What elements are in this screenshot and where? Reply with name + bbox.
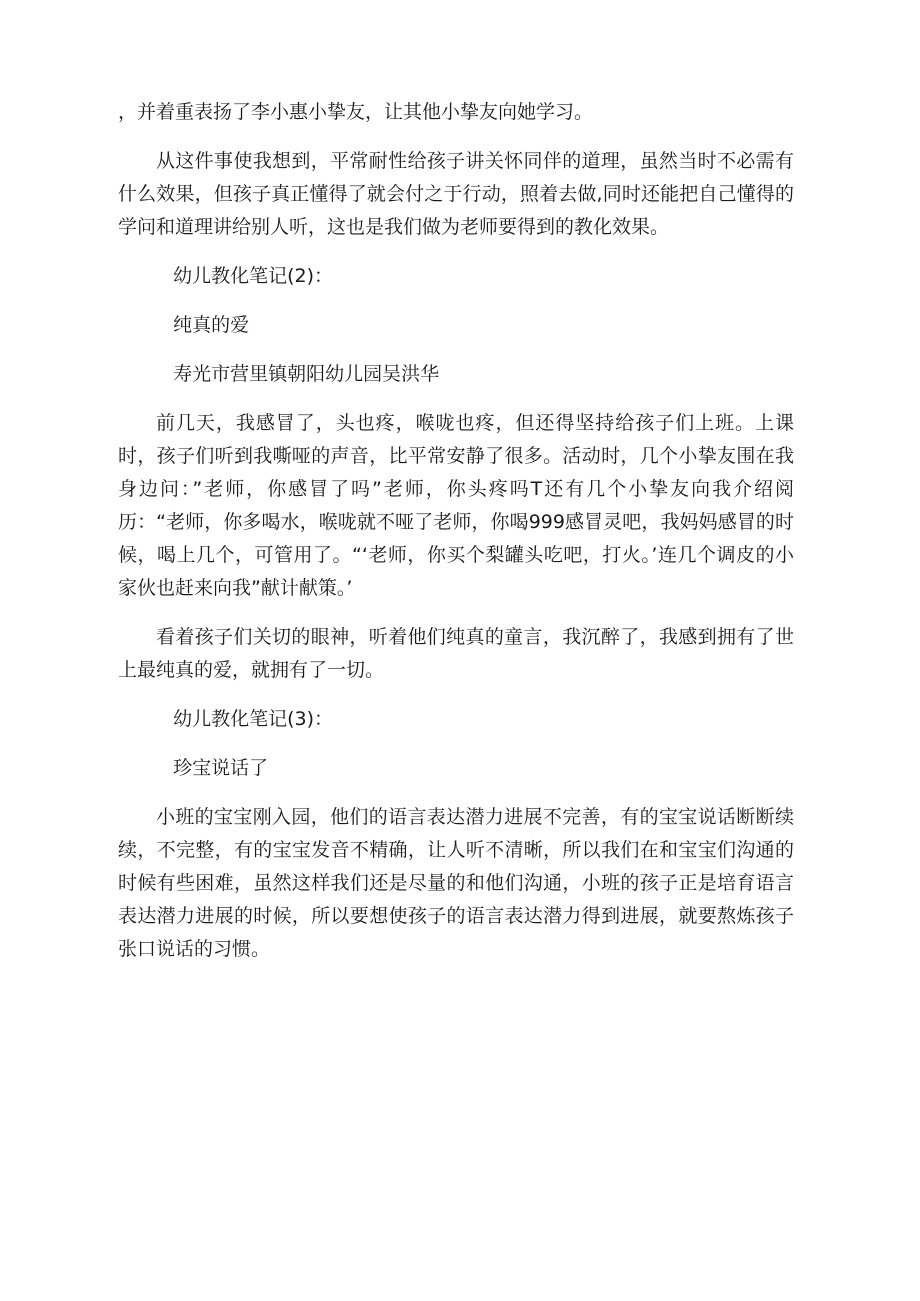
section-heading-2: 幼儿教化笔记(2)： (173, 265, 334, 287)
paragraph-reflection: 从这件事使我想到，平常耐性给孩子讲关怀同伴的道理，虽然当时不必需有什么效果，但孩子真正懂得了就会付之于行动，照着去做,同时还能把自己懂得的学问和道理讲给别人听，这也是我们做为老师要得到的教化效果。 (118, 150, 794, 238)
article-title-pure-love: 纯真的爱 (173, 314, 250, 336)
author-line: 寿光市营里镇朝阳幼儿园吴洪华 (173, 363, 440, 385)
paragraph-cold-story: 前几天，我感冒了，头也疼，喉咙也疼，但还得坚持给孩子们上班。上课时，孩子们听到我嘶哑的声音，比平常安静了很多。活动时，几个小挚友围在我身边问：”老师，你感冒了吗”老师，你头疼吗T还有几个小挚友向我介绍阅历：“老师，你多喝水，喉咙就不哑了老师，你喝999感冒灵吧，我妈妈感冒的时候，喝上几个，可管用了。“‘老师，你买个梨罐头吃吧，打火。’连几个调皮的小家伙也赶来向我”献计献策。’ (118, 412, 794, 599)
paragraph-language: 小班的宝宝刚入园，他们的语言表达潜力进展不完善，有的宝宝说话断断续续，不完整，有的宝宝发音不精确，让人听不清晰，所以我们在和宝宝们沟通的时候有些困难，虽然这样我们还是尽量的和他们沟通，小班的孩子正是培育语言表达潜力进展的时候，所以要想使孩子的语言表达潜力得到进展，就要熬炼孩子张口说话的习惯。 (118, 806, 794, 960)
article-title-baby-talk: 珍宝说话了 (173, 757, 269, 779)
document-body (118, 96, 794, 982)
paragraph-continuation: ，并着重表扬了李小惠小挚友，让其他小挚友向她学习。 (118, 101, 594, 123)
section-heading-3: 幼儿教化笔记(3)： (173, 708, 334, 730)
paragraph-pure-love: 看着孩子们关切的眼神，听着他们纯真的童言，我沉醉了，我感到拥有了世上最纯真的爱，就拥有了一切。 (118, 626, 794, 681)
